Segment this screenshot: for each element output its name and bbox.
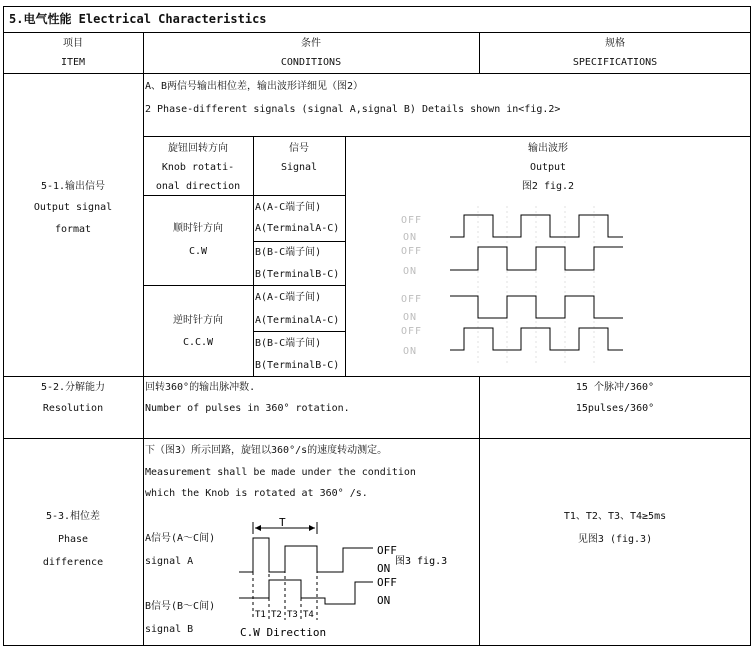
row1-item-en-2: format	[54, 224, 92, 235]
cw-direction-cn: 顺时针方向	[173, 223, 223, 234]
row3-item-en-2: difference	[42, 557, 104, 568]
row2-condition-en: Number of pulses in 360° rotation.	[145, 403, 350, 414]
ccw-signal-a-en: A(TerminalA-C)	[255, 315, 340, 326]
fig3-signal-b-wave	[239, 580, 373, 604]
fig3-a-on-label: ON	[377, 562, 391, 575]
ccw-a-off-label: OFF	[401, 294, 423, 305]
fig3-period-label: T	[279, 516, 286, 529]
row3-condition-en-1: Measurement shall be made under the condition	[145, 467, 416, 478]
row2-item-en: Resolution	[42, 403, 104, 414]
cw-a-on-label: ON	[403, 232, 418, 243]
signal-header-cn: 信号	[289, 143, 309, 154]
header-conditions-en: CONDITIONS	[280, 57, 342, 68]
fig3-arrow-head-right	[309, 525, 315, 531]
row3-signal-b-cn: B信号(B～C间)	[145, 601, 216, 612]
output-header-fig: 图2 fig.2	[521, 181, 575, 192]
knob-header-cn: 旋钮回转方向	[168, 143, 228, 154]
row3-item-cn: 5-3.相位差	[45, 511, 101, 522]
cw-direction-en: C.W	[188, 246, 208, 257]
row2-spec-cn: 15 个脉冲/360°	[575, 382, 655, 393]
ccw-signal-a-cn: A(A-C端子间)	[255, 292, 322, 303]
row3-signal-b-en: signal B	[145, 624, 194, 635]
cw-b-on-label: ON	[403, 266, 418, 277]
row1-condition-cn: A、B两信号输出相位差，输出波形详细见（图2）	[145, 81, 364, 92]
cw-signal-a-cn: A(A-C端子间)	[255, 202, 322, 213]
knob-header-en-1: Knob rotati-	[161, 162, 235, 173]
fig3-t2-label: T2	[271, 610, 282, 620]
fig3-caption: 图3 fig.3	[395, 556, 448, 567]
fig3-a-off-label: OFF	[377, 544, 397, 557]
cw-b-off-label: OFF	[401, 246, 423, 257]
fig3-b-off-label: OFF	[377, 576, 397, 589]
fig3-t4-label: T4	[303, 610, 314, 620]
ccw-direction-en: C.C.W	[182, 337, 214, 348]
knob-header-en-2: onal direction	[155, 181, 241, 192]
output-header-en: Output	[529, 162, 567, 173]
ccw-b-on-label: ON	[403, 346, 418, 357]
signal-header-en: Signal	[280, 162, 318, 173]
row3-spec-line-2: 见图3 (fig.3)	[577, 534, 653, 545]
ccw-a-on-label: ON	[403, 312, 418, 323]
header-conditions-cn: 条件	[301, 38, 321, 49]
section-title: 5.电气性能 Electrical Characteristics	[9, 12, 267, 26]
fig3-t3-label: T3	[287, 610, 298, 620]
row3-spec-line-1: T1、T2、T3、T4≥5ms	[563, 511, 667, 522]
fig3-t1-label: T1	[255, 610, 266, 620]
row1-item-cn: 5-1.输出信号	[40, 181, 106, 192]
header-item-cn: 项目	[63, 38, 83, 49]
fig3-signal-a-wave	[239, 538, 373, 572]
cw-signal-a-en: A(TerminalA-C)	[255, 223, 340, 234]
row2-item-cn: 5-2.分解能力	[40, 382, 106, 393]
row2-condition-cn: 回转360°的输出脉冲数.	[145, 382, 256, 393]
header-specifications-cn: 规格	[605, 38, 625, 49]
ccw-signal-b-en: B(TerminalB-C)	[255, 360, 340, 371]
fig3-direction-label: C.W Direction	[240, 626, 327, 639]
ccw-signal-b-cn: B(B-C端子间)	[255, 338, 322, 349]
fig3-diagram	[3, 6, 751, 646]
cw-signal-b-cn: B(B-C端子间)	[255, 247, 322, 258]
cw-signal-b-en: B(TerminalB-C)	[255, 269, 340, 280]
row3-signal-a-cn: A信号(A～C间)	[145, 533, 216, 544]
row3-signal-a-en: signal A	[145, 556, 194, 567]
header-specifications-en: SPECIFICATIONS	[572, 57, 658, 68]
spec-sheet	[3, 6, 751, 646]
row2-spec-en: 15pulses/360°	[575, 403, 655, 414]
fig3-arrow-head-left	[255, 525, 261, 531]
cw-a-off-label: OFF	[401, 215, 423, 226]
ccw-b-off-label: OFF	[401, 326, 423, 337]
row1-condition-en: 2 Phase-different signals (signal A,signal B) Details shown in<fig.2>	[145, 104, 561, 115]
row3-condition-cn: 下（图3）所示回路，旋钮以360°/s的速度转动测定。	[145, 445, 388, 456]
row3-condition-en-2: which the Knob is rotated at 360° /s.	[145, 488, 368, 499]
ccw-direction-cn: 逆时针方向	[173, 315, 223, 326]
header-item-en: ITEM	[60, 57, 86, 68]
output-header-cn: 输出波形	[528, 143, 568, 154]
row1-item-en-1: Output signal	[33, 202, 113, 213]
row3-item-en-1: Phase	[57, 534, 89, 545]
fig3-b-on-label: ON	[377, 594, 391, 607]
